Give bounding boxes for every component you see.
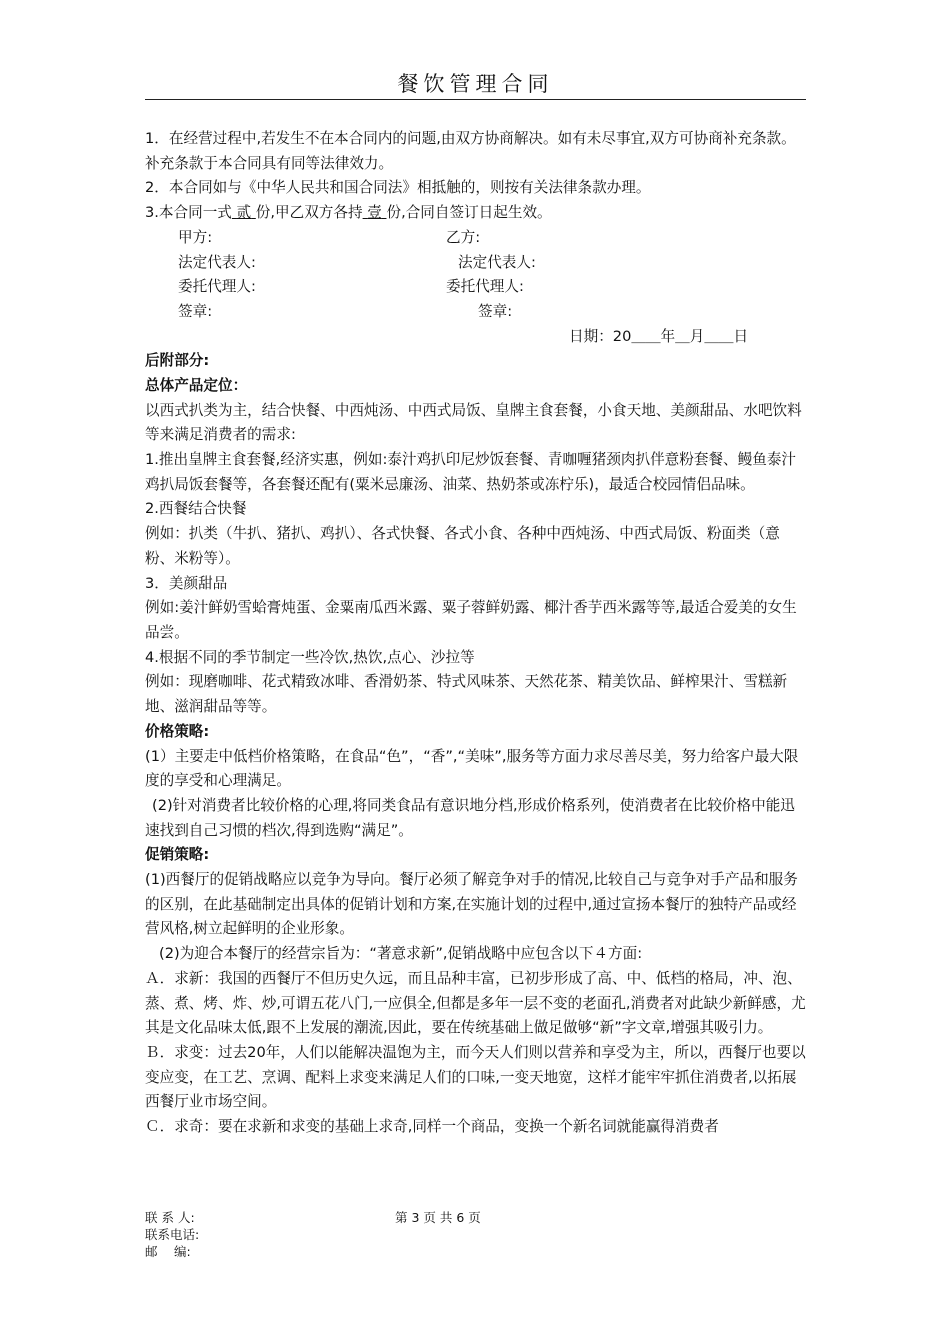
seal-a-label: 签章: <box>178 302 213 320</box>
promotion-item-1: (1)西餐厅的促销战略应以竞争为导向。餐厅必须了解竞争对手的情况,比较自己与竞争对手产品和服务的区别，在此基础制定出具体的促销计划和方案,在实施计划的过程中,通过宣扬本餐厅的独特产品或经营风格,树立起鲜明的企业形象。 <box>145 871 798 938</box>
copies-each: 壹 <box>367 204 382 222</box>
clause-3 <box>145 201 807 226</box>
promotion-heading: 促销策略: <box>145 846 210 864</box>
footer-row-phone <box>145 1226 807 1243</box>
pricing-item-1: (1）主要走中低档价格策略，在食品“色”，“香”,“美味”,服务等方面力求尽善尽美，努力给客户最大限度的享受和心理满足。 <box>145 747 799 790</box>
pricing-item-2: (2)针对消费者比较价格的心理,将同类食品有意识地分档,形成价格系列，使消费者在比较价格中能迅速找到自己习惯的档次,得到选购“满足”。 <box>145 796 795 839</box>
promotion-item-a: Ａ．求新：我国的西餐厅不但历史久远，而且品种丰富，已初步形成了高、中、低档的格局，冲、泡、蒸、煮、烤、炸、炒,可谓五花八门,一应俱全,但都是多年一层不变的老面孔,消费者对此缺少新鲜感，尤其是文化品味太低,跟不上发展的潮流,因此，要在传统基础上做足做够“新”字文章,增强其吸引力。 <box>145 969 806 1037</box>
title-underline <box>145 99 806 100</box>
positioning-item-2-body: 例如：扒类（牛扒、猪扒、鸡扒）、各式快餐、各式小食、各种中西炖汤、中西式局饭、粉面类（意粉、米粉等）。 <box>145 525 780 567</box>
footer-postcode: 邮 编: <box>145 1244 191 1259</box>
signature-date: 日期：20＿＿年＿月＿＿日 <box>569 327 749 345</box>
agent-b-label: 委托代理人: <box>446 278 524 296</box>
copies-count: 贰 <box>236 204 252 222</box>
positioning-intro: 以西式扒类为主，结合快餐、中西炖汤、中西式局饭、皇牌主食套餐，小食天地、美颜甜品、水吧饮料等来满足消费者的需求: <box>145 401 802 444</box>
signature-row-seal <box>145 300 807 325</box>
promotion-item-b: Ｂ．求变：过去20年，人们以能解决温饱为主，而今天人们则以营养和享受为主，所以，西餐厅也要以变应变，在工艺、烹调、配料上求变来满足人们的口味,一变天地宽，这样才能牢牢抓住消费者,以拓展西餐厅业市场空间。 <box>145 1043 806 1111</box>
positioning-item-2-title: 2.西餐结合快餐 <box>145 500 247 518</box>
signature-row-legal-rep <box>145 251 807 276</box>
party-b-label: 乙方: <box>446 228 481 246</box>
party-a-label: 甲方: <box>178 228 213 246</box>
promotion-item-c: Ｃ．求奇：要在求新和求变的基础上求奇,同样一个商品，变换一个新名词就能赢得消费者 <box>145 1118 719 1136</box>
signature-row-party <box>145 226 807 251</box>
agent-a-label: 委托代理人: <box>178 278 256 296</box>
footer-contact: 联 系 人: <box>145 1210 195 1225</box>
document-body <box>145 127 807 1140</box>
positioning-item-4-title: 4.根据不同的季节制定一些冷饮,热饮,点心、沙拉等 <box>145 648 475 666</box>
legal-rep-b-label: 法定代表人: <box>458 253 536 271</box>
clause-3-middle: 份,甲乙双方各持 <box>255 204 363 222</box>
signature-date-row <box>145 325 807 350</box>
clause-2: 2．本合同如与《中华人民共和国合同法》相抵触的，则按有关法律条款办理。 <box>145 179 651 197</box>
appendix-heading: 后附部分: <box>145 352 210 370</box>
promotion-item-2: (2)为迎合本餐厅的经营宗旨为：“著意求新”,促销战略中应包含以下４方面: <box>159 945 643 963</box>
clause-1: 1．在经营过程中,若发生不在本合同内的问题,由双方协商解决。如有未尽事宜,双方可协商补充条款。补充条款于本合同具有同等法律效力。 <box>145 130 796 172</box>
footer-phone: 联系电话: <box>145 1227 200 1242</box>
clause-3-suffix: 份,合同自签订日起生效。 <box>386 204 552 222</box>
seal-b-label: 签章: <box>478 302 513 320</box>
pricing-heading: 价格策略: <box>145 722 210 740</box>
legal-rep-a-label: 法定代表人: <box>178 253 256 271</box>
positioning-item-4-body: 例如：现磨咖啡、花式精致冰啡、香滑奶茶、特式风味茶、天然花茶、精美饮品、鲜榨果汁、雪糕新地、滋润甜品等等。 <box>145 673 788 716</box>
positioning-item-3-title: 3．美颜甜品 <box>145 574 228 592</box>
page-title: 餐饮管理合同 <box>397 72 554 96</box>
footer-page-number: 第 3 页 共 6 页 <box>395 1210 481 1225</box>
page-footer <box>145 1209 807 1260</box>
positioning-item-1: 1.推出皇牌主食套餐,经济实惠，例如:泰汁鸡扒印尼炒饭套餐、青咖喱猪颈肉扒伴意粉套餐、鳗鱼泰汁鸡扒局饭套餐等，各套餐还配有(粟米忌廉汤、油菜、热奶茶或冻柠乐)，最适合校园情侣品味。 <box>145 451 797 493</box>
clause-3-prefix: 3.本合同一式 <box>145 204 232 222</box>
footer-row-contact <box>145 1209 807 1226</box>
signature-row-agent <box>145 275 807 300</box>
positioning-heading: 总体产品定位： <box>145 376 248 394</box>
footer-row-postcode <box>145 1243 807 1260</box>
positioning-item-3-body: 例如:姜汁鲜奶雪蛤膏炖蛋、金粟南瓜西米露、粟子蓉鲜奶露、椰汁香芋西米露等等,最适合爱美的女生品尝。 <box>145 599 797 641</box>
